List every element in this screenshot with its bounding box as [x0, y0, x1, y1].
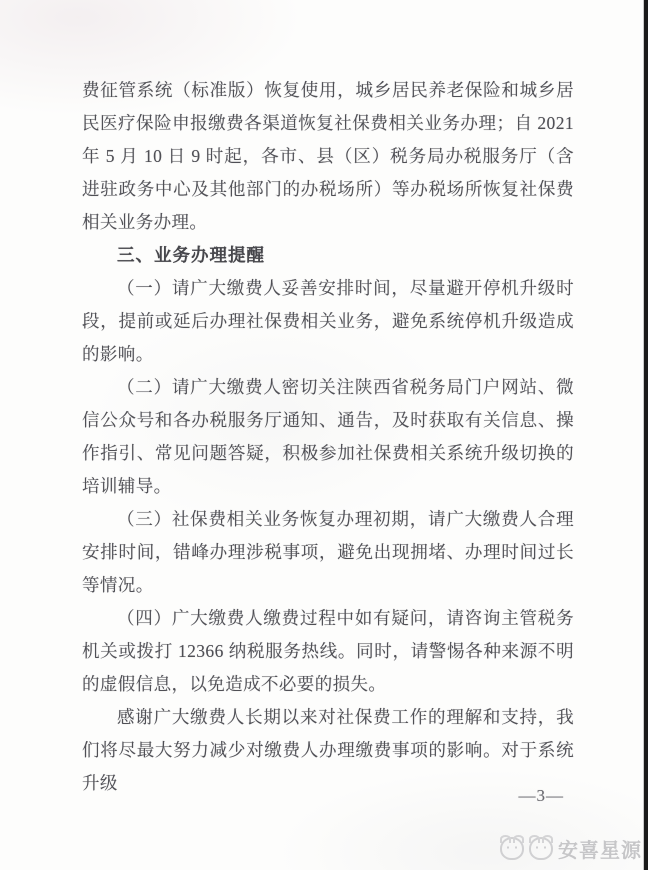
panda-logo-ghost-icon — [529, 837, 553, 860]
document-body — [82, 74, 574, 800]
paragraph-continuation: 费征管系统（标准版）恢复使用，城乡居民养老保险和城乡居民医疗保险申报缴费各渠道恢复社保费相关业务办理；自 2021 年 5 月 10 日 9 时起，各市、县（区）税务局办税服务厅（含进驻政务中心及其他部门的办税场所）等办税场所恢复社保费相关业务办理。 — [82, 80, 574, 232]
section-heading: 三、业务办理提醒 — [117, 245, 265, 265]
paragraph-item-1: （一）请广大缴费人妥善安排时间，尽量避开停机升级时段，提前或延后办理社保费相关业务，避免系统停机升级造成的影响。 — [82, 278, 574, 364]
watermark-text: 安喜星源 — [558, 840, 642, 862]
paragraph-item-3: （三）社保费相关业务恢复办理初期，请广大缴费人合理安排时间，错峰办理涉税事项，避免出现拥堵、办理时间过长等情况。 — [82, 509, 574, 595]
watermark — [500, 834, 642, 863]
paragraph-item-4: （四）广大缴费人缴费过程中如有疑问，请咨询主管税务机关或拨打 12366 纳税服务热线。同时，请警惕各种来源不明的虚假信息，以免造成不必要的损失。 — [82, 608, 574, 694]
page-number: —3— — [518, 786, 564, 805]
panda-logo-icon — [500, 837, 524, 860]
scan-edge-shadow — [643, 0, 648, 870]
paragraph-item-2: （二）请广大缴费人密切关注陕西省税务局门户网站、微信公众号和各办税服务厅通知、通告，及时获取有关信息、操作指引、常见问题答疑，积极参加社保费相关系统升级切换的培训辅导。 — [82, 377, 574, 496]
paragraph-closing: 感谢广大缴费人长期以来对社保费工作的理解和支持，我们将尽最大努力减少对缴费人办理缴费事项的影响。对于系统升级 — [82, 707, 574, 793]
